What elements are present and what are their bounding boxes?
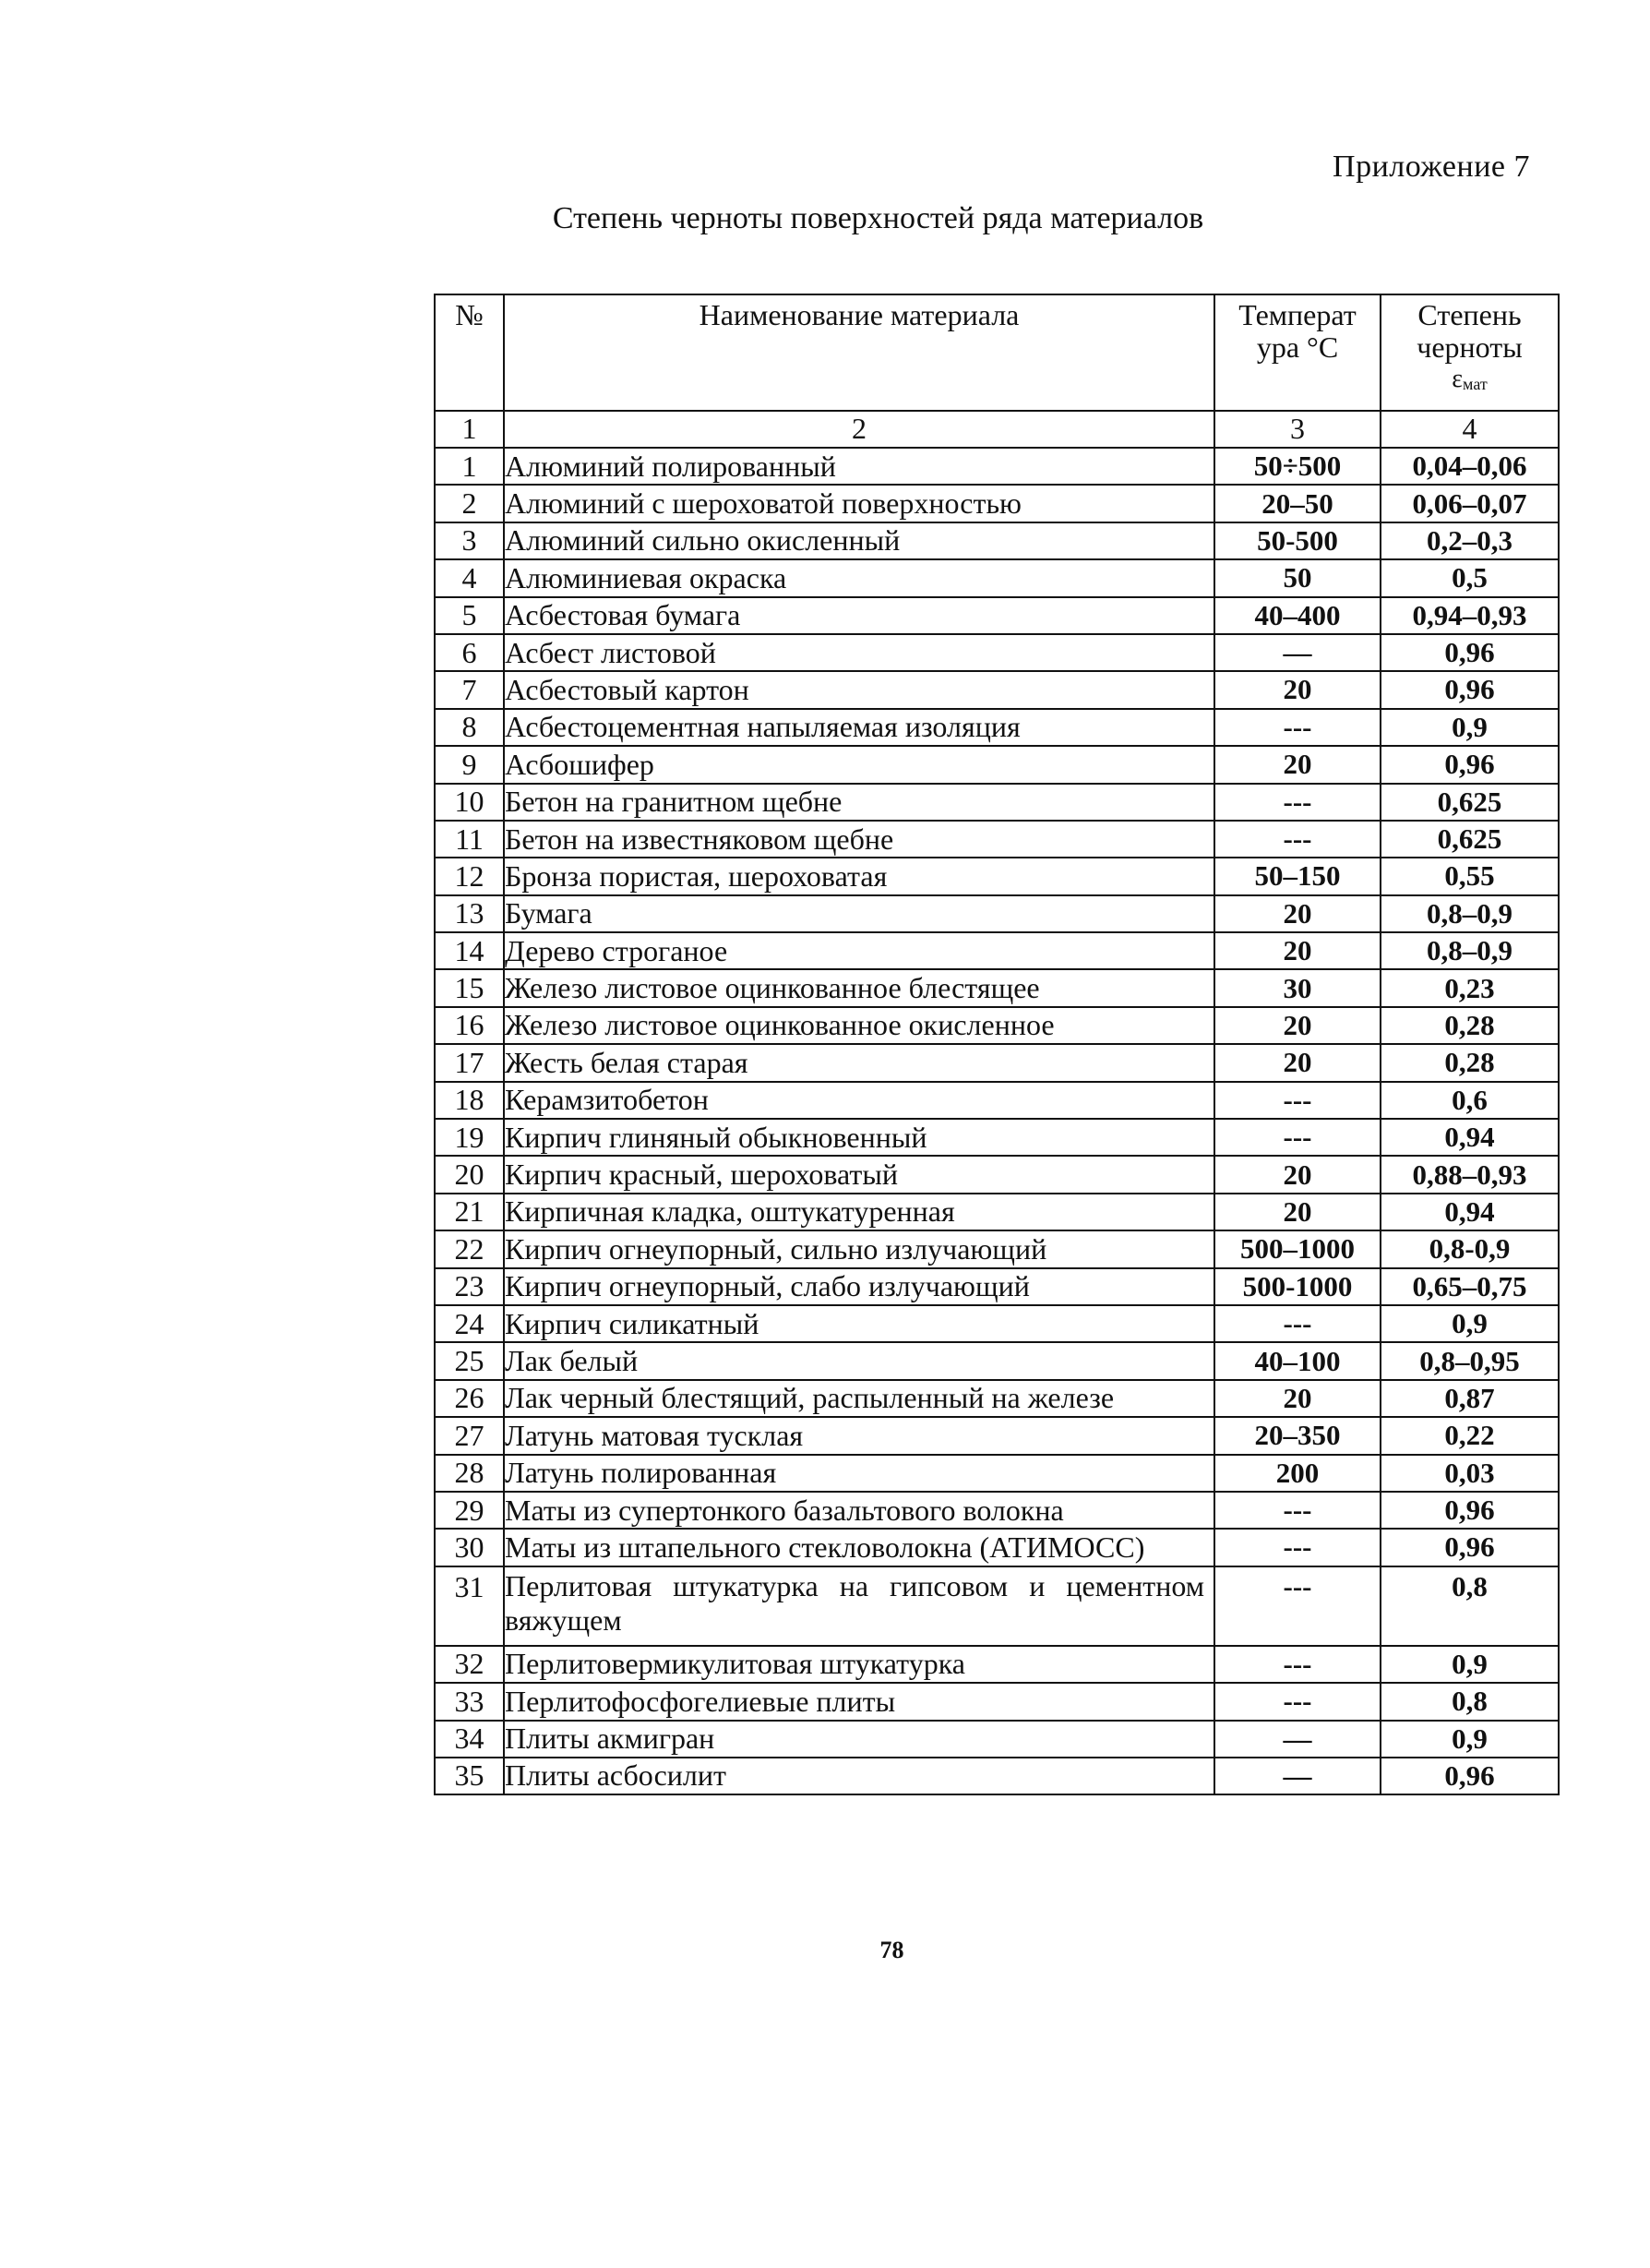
temperature-cell: 200 (1214, 1455, 1381, 1492)
material-name: Лак черный блестящий, распыленный на железе (504, 1380, 1214, 1417)
table-row (435, 1721, 1559, 1758)
material-name: Асбестовая бумага (504, 597, 1214, 634)
material-name: Латунь полированная (504, 1455, 1214, 1492)
row-number: 25 (435, 1342, 504, 1379)
row-number: 26 (435, 1380, 504, 1417)
table-row (435, 559, 1559, 596)
table-row (435, 1230, 1559, 1267)
emissivity-cell: 0,96 (1381, 1492, 1559, 1529)
page-number-text: 78 (879, 1937, 904, 1963)
temperature-cell: 20 (1214, 932, 1381, 969)
table-row (435, 1156, 1559, 1193)
table-row (435, 1455, 1559, 1492)
temperature-cell: --- (1214, 1566, 1381, 1646)
table-row (435, 634, 1559, 671)
table-row (435, 1342, 1559, 1379)
row-number: 30 (435, 1529, 504, 1566)
material-name: Латунь матовая тусклая (504, 1417, 1214, 1454)
temperature-cell: — (1214, 634, 1381, 671)
material-name: Бумага (504, 895, 1214, 932)
table-row (435, 485, 1559, 522)
temperature-cell: 50-500 (1214, 522, 1381, 559)
emissivity-cell: 0,9 (1381, 709, 1559, 746)
table-row (435, 522, 1559, 559)
temperature-cell: --- (1214, 784, 1381, 821)
material-name: Асбест листовой (504, 634, 1214, 671)
material-name: Перлитовая штукатурка на гипсовом и цементном вяжущем (504, 1566, 1214, 1646)
row-number: 29 (435, 1492, 504, 1529)
table-row (435, 597, 1559, 634)
column-number: 2 (504, 411, 1214, 448)
column-number: 1 (435, 411, 504, 448)
temperature-cell: 20 (1214, 1044, 1381, 1081)
table-row (435, 1529, 1559, 1566)
material-name: Керамзитобетон (504, 1082, 1214, 1119)
material-name: Бетон на гранитном щебне (504, 784, 1214, 821)
table-row (435, 784, 1559, 821)
temperature-cell: 500–1000 (1214, 1230, 1381, 1267)
row-number: 34 (435, 1721, 504, 1758)
emissivity-cell: 0,8-0,9 (1381, 1230, 1559, 1267)
emissivity-cell: 0,5 (1381, 559, 1559, 596)
material-name: Кирпич силикатный (504, 1305, 1214, 1342)
row-number: 20 (435, 1156, 504, 1193)
table-row (435, 1194, 1559, 1230)
row-number: 1 (435, 448, 504, 485)
emissivity-cell: 0,8 (1381, 1566, 1559, 1646)
table-row (435, 448, 1559, 485)
emissivity-cell: 0,96 (1381, 1529, 1559, 1566)
emissivity-cell: 0,96 (1381, 634, 1559, 671)
temperature-cell: 20 (1214, 746, 1381, 783)
header-temperature (1214, 294, 1381, 411)
title-text: Степень черноты поверхностей ряда материалов (552, 201, 1204, 235)
temperature-cell: --- (1214, 709, 1381, 746)
emissivity-cell: 0,625 (1381, 821, 1559, 858)
column-number-row (435, 411, 1559, 448)
emissivity-cell: 0,625 (1381, 784, 1559, 821)
table-row (435, 1417, 1559, 1454)
row-number: 31 (435, 1566, 504, 1646)
row-number: 23 (435, 1268, 504, 1305)
emissivity-symbol-sub: мат (1463, 375, 1488, 394)
emissivity-cell: 0,28 (1381, 1044, 1559, 1081)
emissivity-cell: 0,94 (1381, 1194, 1559, 1230)
header-temperature-text: Температ ура °С (1238, 298, 1357, 365)
material-name: Асбестовый картон (504, 671, 1214, 708)
row-number: 6 (435, 634, 504, 671)
emissivity-cell: 0,65–0,75 (1381, 1268, 1559, 1305)
emissivity-symbol (1381, 366, 1558, 394)
row-number: 12 (435, 858, 504, 894)
row-number: 15 (435, 969, 504, 1006)
emissivity-symbol-base: ε (1452, 365, 1464, 394)
temperature-cell: --- (1214, 1305, 1381, 1342)
material-name: Маты из штапельного стекловолокна (АТИМОСС) (504, 1529, 1214, 1566)
table-row (435, 1646, 1559, 1683)
row-number: 8 (435, 709, 504, 746)
temperature-cell: 50 (1214, 559, 1381, 596)
row-number: 18 (435, 1082, 504, 1119)
temperature-cell: 40–100 (1214, 1342, 1381, 1379)
temperature-cell: --- (1214, 1683, 1381, 1720)
table-row (435, 895, 1559, 932)
emissivity-cell: 0,06–0,07 (1381, 485, 1559, 522)
row-number: 28 (435, 1455, 504, 1492)
table-row (435, 671, 1559, 708)
material-name: Асбошифер (504, 746, 1214, 783)
emissivity-cell: 0,2–0,3 (1381, 522, 1559, 559)
material-name: Железо листовое оцинкованное окисленное (504, 1007, 1214, 1044)
emissivity-cell: 0,88–0,93 (1381, 1156, 1559, 1193)
table-row (435, 1305, 1559, 1342)
page-title (0, 201, 1650, 236)
temperature-cell: 20–350 (1214, 1417, 1381, 1454)
header-no: № (435, 294, 504, 411)
row-number: 32 (435, 1646, 504, 1683)
temperature-cell: 500-1000 (1214, 1268, 1381, 1305)
table-row (435, 969, 1559, 1006)
row-number: 3 (435, 522, 504, 559)
table-row (435, 709, 1559, 746)
row-number: 35 (435, 1758, 504, 1794)
temperature-cell: --- (1214, 1082, 1381, 1119)
table-row (435, 1082, 1559, 1119)
temperature-cell: 50–150 (1214, 858, 1381, 894)
emissivity-cell: 0,8–0,9 (1381, 895, 1559, 932)
table-row (435, 858, 1559, 894)
row-number: 5 (435, 597, 504, 634)
row-number: 10 (435, 784, 504, 821)
page-number (0, 1937, 1650, 1964)
appendix-label: Приложение 7 (1333, 150, 1530, 184)
table-row (435, 821, 1559, 858)
row-number: 4 (435, 559, 504, 596)
material-name: Кирпичная кладка, оштукатуренная (504, 1194, 1214, 1230)
material-name: Кирпич глиняный обыкновенный (504, 1119, 1214, 1156)
emissivity-cell: 0,8 (1381, 1683, 1559, 1720)
row-number: 21 (435, 1194, 504, 1230)
temperature-cell: 20 (1214, 1194, 1381, 1230)
temperature-cell: --- (1214, 1646, 1381, 1683)
temperature-cell: --- (1214, 1119, 1381, 1156)
material-name: Лак белый (504, 1342, 1214, 1379)
table-row (435, 1492, 1559, 1529)
header-name: Наименование материала (504, 294, 1214, 411)
material-name: Плиты асбосилит (504, 1758, 1214, 1794)
material-name: Бетон на известняковом щебне (504, 821, 1214, 858)
table-row (435, 746, 1559, 783)
row-number: 24 (435, 1305, 504, 1342)
emissivity-cell: 0,03 (1381, 1455, 1559, 1492)
emissivity-cell: 0,8–0,9 (1381, 932, 1559, 969)
material-name: Кирпич огнеупорный, слабо излучающий (504, 1268, 1214, 1305)
temperature-cell: --- (1214, 821, 1381, 858)
row-number: 33 (435, 1683, 504, 1720)
material-name: Алюминий сильно окисленный (504, 522, 1214, 559)
temperature-cell: --- (1214, 1492, 1381, 1529)
emissivity-cell: 0,9 (1381, 1721, 1559, 1758)
header-emissivity (1381, 294, 1559, 411)
table-row (435, 932, 1559, 969)
row-number: 22 (435, 1230, 504, 1267)
material-name: Перлитовермикулитовая штукатурка (504, 1646, 1214, 1683)
row-number: 27 (435, 1417, 504, 1454)
emissivity-cell: 0,87 (1381, 1380, 1559, 1417)
table-row (435, 1683, 1559, 1720)
material-name: Алюминиевая окраска (504, 559, 1214, 596)
temperature-cell: — (1214, 1721, 1381, 1758)
materials-table (434, 294, 1560, 1795)
emissivity-cell: 0,9 (1381, 1305, 1559, 1342)
table-row (435, 1119, 1559, 1156)
row-number: 11 (435, 821, 504, 858)
temperature-cell: 20 (1214, 895, 1381, 932)
emissivity-cell: 0,23 (1381, 969, 1559, 1006)
table-row (435, 1268, 1559, 1305)
emissivity-cell: 0,55 (1381, 858, 1559, 894)
material-name: Железо листовое оцинкованное блестящее (504, 969, 1214, 1006)
temperature-cell: 30 (1214, 969, 1381, 1006)
temperature-cell: 20 (1214, 671, 1381, 708)
row-number: 14 (435, 932, 504, 969)
temperature-cell: 20 (1214, 1156, 1381, 1193)
row-number: 7 (435, 671, 504, 708)
temperature-cell: 40–400 (1214, 597, 1381, 634)
table-row (435, 1758, 1559, 1794)
emissivity-cell: 0,96 (1381, 1758, 1559, 1794)
emissivity-cell: 0,22 (1381, 1417, 1559, 1454)
material-name: Плиты акмигран (504, 1721, 1214, 1758)
header-emissivity-text: Степень черноты (1417, 298, 1523, 365)
material-name: Маты из супертонкого базальтового волокна (504, 1492, 1214, 1529)
table-row (435, 1380, 1559, 1417)
emissivity-cell: 0,96 (1381, 671, 1559, 708)
row-number: 19 (435, 1119, 504, 1156)
emissivity-cell: 0,28 (1381, 1007, 1559, 1044)
row-number: 16 (435, 1007, 504, 1044)
emissivity-cell: 0,96 (1381, 746, 1559, 783)
row-number: 9 (435, 746, 504, 783)
material-name: Алюминий полированный (504, 448, 1214, 485)
row-number: 17 (435, 1044, 504, 1081)
material-name: Жесть белая старая (504, 1044, 1214, 1081)
table-row (435, 1566, 1559, 1646)
temperature-cell: 20–50 (1214, 485, 1381, 522)
material-name: Кирпич красный, шероховатый (504, 1156, 1214, 1193)
temperature-cell: 50÷500 (1214, 448, 1381, 485)
temperature-cell: --- (1214, 1529, 1381, 1566)
material-name: Бронза пористая, шероховатая (504, 858, 1214, 894)
material-name: Дерево строганое (504, 932, 1214, 969)
column-number: 3 (1214, 411, 1381, 448)
emissivity-cell: 0,94 (1381, 1119, 1559, 1156)
temperature-cell: 20 (1214, 1007, 1381, 1044)
table-row (435, 1007, 1559, 1044)
header-row (435, 294, 1559, 411)
emissivity-cell: 0,9 (1381, 1646, 1559, 1683)
row-number: 2 (435, 485, 504, 522)
emissivity-cell: 0,04–0,06 (1381, 448, 1559, 485)
table-row (435, 1044, 1559, 1081)
emissivity-cell: 0,6 (1381, 1082, 1559, 1119)
material-name: Алюминий с шероховатой поверхностью (504, 485, 1214, 522)
emissivity-cell: 0,8–0,95 (1381, 1342, 1559, 1379)
material-name: Перлитофосфогелиевые плиты (504, 1683, 1214, 1720)
row-number: 13 (435, 895, 504, 932)
temperature-cell: 20 (1214, 1380, 1381, 1417)
emissivity-cell: 0,94–0,93 (1381, 597, 1559, 634)
column-number: 4 (1381, 411, 1559, 448)
temperature-cell: — (1214, 1758, 1381, 1794)
material-name: Асбестоцементная напыляемая изоляция (504, 709, 1214, 746)
material-name: Кирпич огнеупорный, сильно излучающий (504, 1230, 1214, 1267)
